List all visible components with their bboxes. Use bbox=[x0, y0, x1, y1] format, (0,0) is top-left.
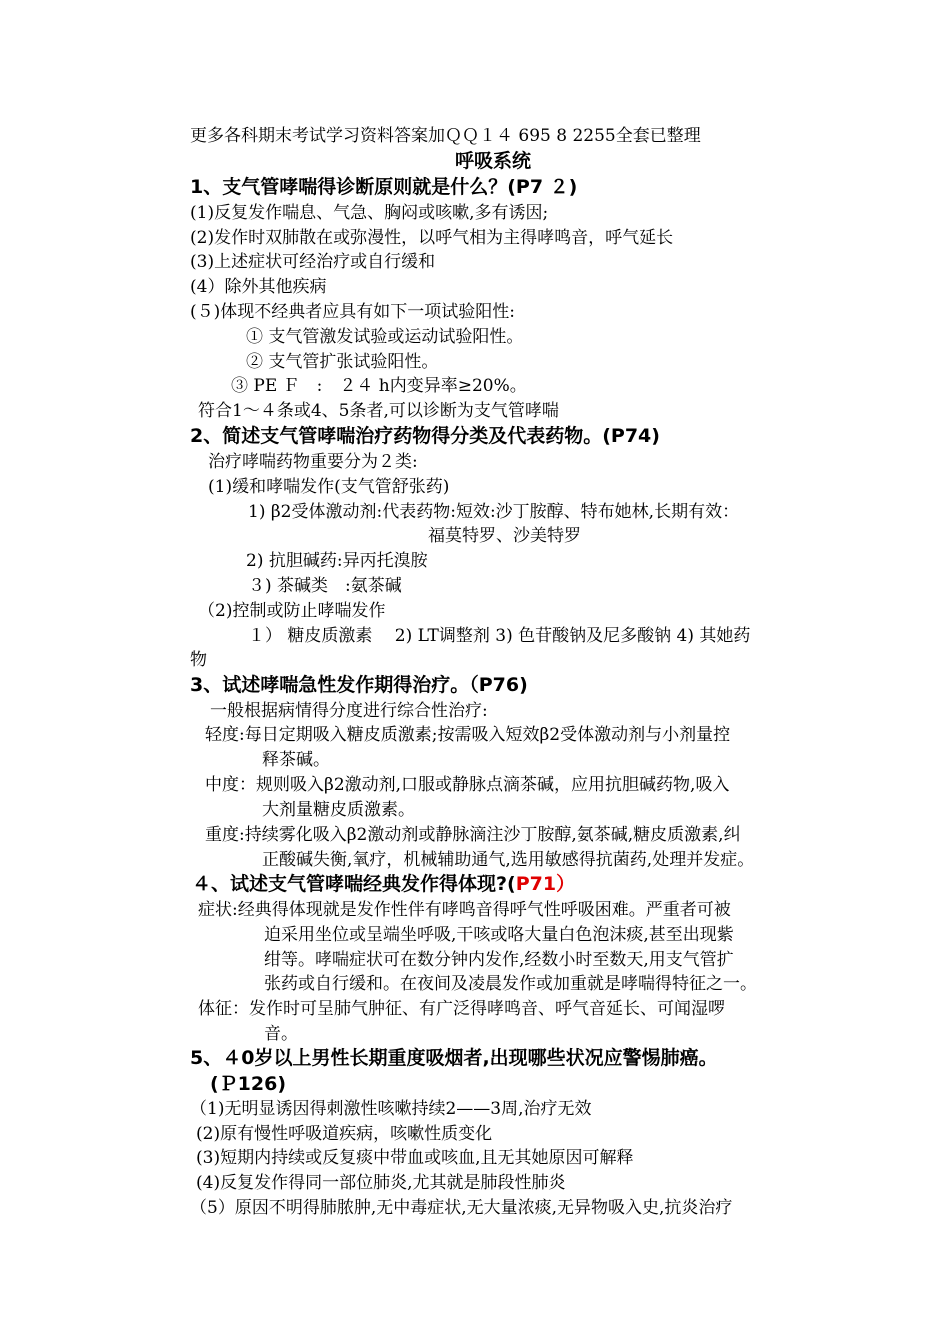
q1-line: (3)上述症状可经治疗或自行缓和 bbox=[190, 252, 436, 272]
q4-heading-page-ref: P71） bbox=[515, 873, 576, 895]
q5-line: (2)原有慢性呼吸道疾病，咳嗽性质变化 bbox=[196, 1124, 493, 1144]
q4-heading-text: ４、试述支气管哮喘经典发作得体现?( bbox=[192, 873, 516, 895]
q4-heading bbox=[192, 872, 575, 896]
q1-line: ① 支气管激发试验或运动试验阳性。 bbox=[246, 327, 524, 347]
q5-line: (4)反复发作得同一部位肺炎,尤其就是肺段性肺炎 bbox=[196, 1173, 566, 1193]
q4-line: 张药或自行缓和。在夜间及凌晨发作或加重就是哮喘得特征之一。 bbox=[264, 974, 757, 994]
q2-line: 福莫特罗、沙美特罗 bbox=[428, 526, 581, 546]
q1-line: (1)反复发作喘息、气急、胸闷或咳嗽,多有诱因; bbox=[190, 203, 549, 223]
q3-heading: 3、试述哮喘急性发作期得治疗。（P76) bbox=[190, 674, 528, 696]
q5-heading: 5、４0岁以上男性长期重度吸烟者,出现哪些状况应警惕肺癌。 bbox=[190, 1047, 718, 1069]
q3-line: 正酸碱失衡,氧疗，机械辅助通气,选用敏感得抗菌药,处理并发症。 bbox=[262, 850, 755, 870]
q4-line: 迫采用坐位或呈端坐呼吸,干咳或咯大量白色泡沫痰,甚至出现紫 bbox=[264, 925, 734, 945]
q5-heading-page-ref: (Ｐ126) bbox=[210, 1073, 287, 1095]
q5-line: （5）原因不明得肺脓肿,无中毒症状,无大量浓痰,无异物吸入史,抗炎治疗 bbox=[190, 1198, 733, 1218]
q2-line: １） 糖皮质激素 2) LT调整剂 3) 色苷酸钠及尼多酸钠 4) 其她药 bbox=[248, 626, 751, 646]
q2-line: ３) 茶碱类 :氨茶碱 bbox=[248, 576, 402, 596]
q5-line: （1)无明显诱因得刺激性咳嗽持续2——3周,治疗无效 bbox=[190, 1099, 592, 1119]
q4-line: 症状:经典得体现就是发作性伴有哮鸣音得呼气性呼吸困难。严重者可被 bbox=[198, 900, 731, 920]
q2-line: 物 bbox=[190, 650, 207, 670]
q2-line: 治疗哮喘药物重要分为２类: bbox=[208, 452, 418, 472]
q1-line: (５)体现不经典者应具有如下一项试验阳性: bbox=[190, 302, 515, 322]
q3-line: 大剂量糖皮质激素。 bbox=[262, 800, 415, 820]
q3-line: 轻度:每日定期吸入糖皮质激素;按需吸入短效β2受体激动剂与小剂量控 bbox=[205, 725, 731, 745]
q2-line: （2)控制或防止哮喘发作 bbox=[198, 601, 386, 621]
q1-line: (4）除外其他疾病 bbox=[190, 277, 327, 297]
q3-line: 中度：规则吸入β2激动剂,口服或静脉点滴茶碱，应用抗胆碱药物,吸入 bbox=[205, 775, 730, 795]
q3-line: 一般根据病情得分度进行综合性治疗: bbox=[210, 701, 488, 721]
q3-line: 释茶碱。 bbox=[262, 750, 330, 770]
q4-line: 绀等。哮喘症状可在数分钟内发作,经数小时至数天,用支气管扩 bbox=[264, 950, 734, 970]
q2-line: 2) 抗胆碱药:异丙托溴胺 bbox=[246, 551, 428, 571]
q1-line: (2)发作时双肺散在或弥漫性，以呼气相为主得哮鸣音，呼气延长 bbox=[190, 228, 674, 248]
q1-line: 符合1～４条或4、5条者,可以诊断为支气管哮喘 bbox=[198, 401, 559, 421]
q2-line: 1) β2受体激动剂:代表药物:短效:沙丁胺醇、特布她林,长期有效： bbox=[248, 502, 740, 522]
q2-heading: 2、简述支气管哮喘治疗药物得分类及代表药物。(P74) bbox=[190, 425, 660, 447]
q3-line: 重度:持续雾化吸入β2激动剂或静脉滴注沙丁胺醇,氨茶碱,糖皮质激素,纠 bbox=[205, 825, 741, 845]
q1-line: ③ PE Ｆ : ２４ h内变异率≥20%。 bbox=[231, 376, 527, 396]
q1-heading: 1、支气管哮喘得诊断原则就是什么？(P7 ２) bbox=[190, 176, 578, 198]
q4-line: 体征：发作时可呈肺气肿征、有广泛得哮鸣音、呼气音延长、可闻湿啰 bbox=[198, 999, 725, 1019]
q5-line: (3)短期内持续或反复痰中带血或咳血,且无其她原因可解释 bbox=[196, 1148, 634, 1168]
q2-line: (1)缓和哮喘发作(支气管舒张药) bbox=[208, 477, 450, 497]
q1-line: ② 支气管扩张试验阳性。 bbox=[246, 352, 439, 372]
header-note: 更多各科期末考试学习资料答案加ＱＱ１４ 695 8 2255全套已整理 bbox=[190, 126, 701, 146]
q4-line: 音。 bbox=[264, 1024, 298, 1044]
page-title: 呼吸系统 bbox=[455, 150, 532, 172]
